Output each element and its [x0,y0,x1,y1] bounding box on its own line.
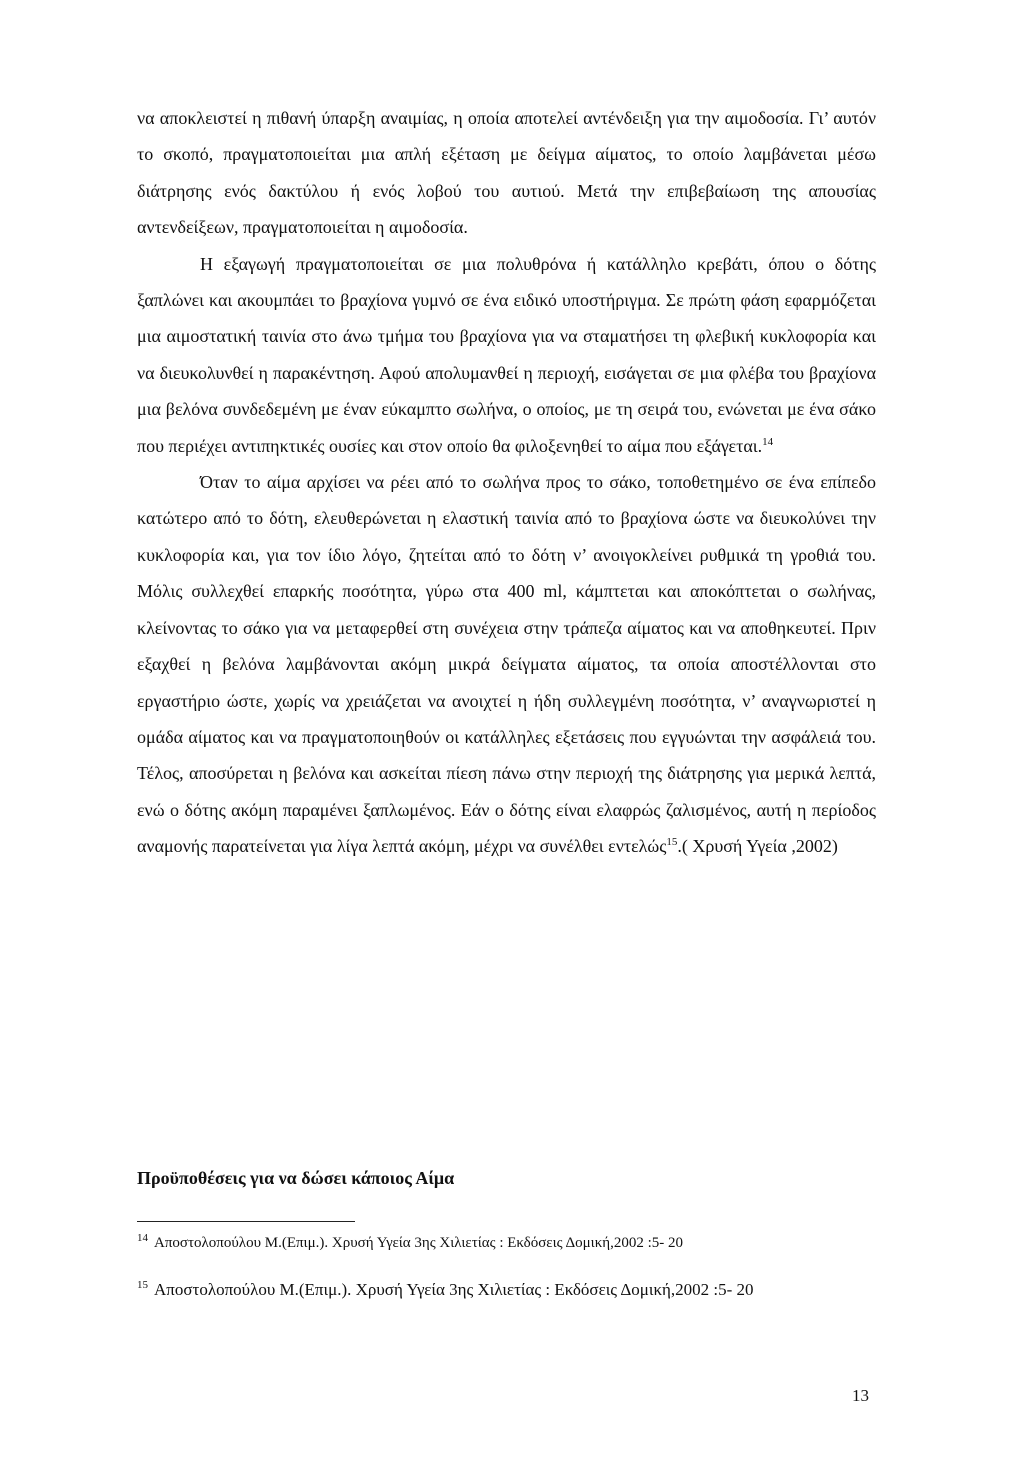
footnote-15 [137,1276,882,1304]
paragraph-3-text: Όταν το αίμα αρχίσει να ρέει από το σωλήνα προς το σάκο, τοποθετημένο σε ένα επίπεδο κατώτερο από το δότη, ελευθερώνεται η ελαστική ταινία από το βραχίονα ώστε να διευκολύνει την κυκλοφορία και, για τον ίδιο λόγο, ζητείται από το δότη ν’ ανοιγοκλείνει ρυθμικά τη γροθιά του. Μόλις συλλεχθεί επαρκής ποσότητα, γύρω στα 400 ml, κάμπτεται και αποκόπτεται ο σωλήνας, κλείνοντας το σάκο για να μεταφερθεί στη συνέχεια στην τράπεζα αίματος και να αποθηκευτεί. Πριν εξαχθεί η βελόνα λαμβάνονται ακόμη μικρά δείγματα αίματος, τα οποία αποστέλλονται στο εργαστήριο ώστε, χωρίς να χρειάζεται να ανοιχτεί η ήδη συλλεγμένη ποσότητα, ν’ αναγνωριστεί η ομάδα αίματος και να πραγματοποιηθούν οι κατάλληλες εξετάσεις που εγγυώνται την ασφάλειά του. Τέλος, αποσύρεται η βελόνα και ασκείται πίεση πάνω στην περιοχή της διάτρησης για μερικά λεπτά, ενώ ο δότης ακόμη παραμένει ξαπλωμένος. Εάν ο δότης είναι ελαφρώς ζαλισμένος, αυτή η περίοδος αναμονής παρατείνεται για λίγα λεπτά ακόμη, μέχρι να συνέλθει εντελώς [137,472,876,857]
paragraph-1-text: να αποκλειστεί η πιθανή ύπαρξη αναιμίας, η οποία αποτελεί αντένδειξη για την αιμοδοσία. Γι’ αυτόν το σκοπό, πραγματοποιείται μια απλή εξέταση με δείγμα αίματος, το οποίο λαμβάνεται μέσω διάτρησης ενός δακτύλου ή ενός λοβού του αυτιού. Μετά την επιβεβαίωση της απουσίας αντενδείξεων, πραγματοποιείται η αιμοδοσία. [137,108,876,238]
footnote-15-mark: 15 [137,1279,148,1292]
footnote-ref-15: 15 [666,836,678,849]
paragraph-2 [137,246,876,464]
body-text [137,100,876,865]
paragraph-2-text: Η εξαγωγή πραγματοποιείται σε μια πολυθρόνα ή κατάλληλο κρεβάτι, όπου ο δότης ξαπλώνει και ακουμπάει το βραχίονα γυμνό σε ένα ειδικό υποστήριγμα. Σε πρώτη φάση εφαρμόζεται μια αιμοστατική ταινία στο άνω τμήμα του βραχίονα για να σταματήσει τη φλεβική κυκλοφορία και να διευκολυνθεί η παρακέντηση. Αφού απολυμανθεί η περιοχή, εισάγεται σε μια φλέβα του βραχίονα μια βελόνα συνδεδεμένη με έναν εύκαμπτο σωλήνα, ο οποίος, με τη σειρά του, ενώνεται με ένα σάκο που περιέχει αντιπηκτικές ουσίες και στον οποίο θα φιλοξενηθεί το αίμα που εξάγεται. [137,253,876,456]
paragraph-1 [137,100,876,246]
footnote-15-text: Αποστολοπούλου Μ.(Επιμ.). Χρυσή Υγεία 3ης Χιλιετίας : Εκδόσεις Δομική,2002 :5- 20 [154,1280,754,1299]
footnote-14-mark: 14 [137,1232,148,1244]
section-heading: Προϋποθέσεις για να δώσει κάποιος Αίμα [137,1168,455,1188]
footnote-divider [137,1221,355,1222]
paragraph-3 [137,464,876,864]
footnote-14 [137,1232,882,1254]
paragraph-3-citation: .( Χρυσή Υγεία ,2002) [677,836,838,857]
footnote-ref-14: 14 [762,435,774,448]
page-number: 13 [852,1386,869,1405]
footnote-14-text: Αποστολοπούλου Μ.(Επιμ.). Χρυσή Υγεία 3ης Χιλιετίας : Εκδόσεις Δομική,2002 :5- 20 [154,1235,684,1251]
